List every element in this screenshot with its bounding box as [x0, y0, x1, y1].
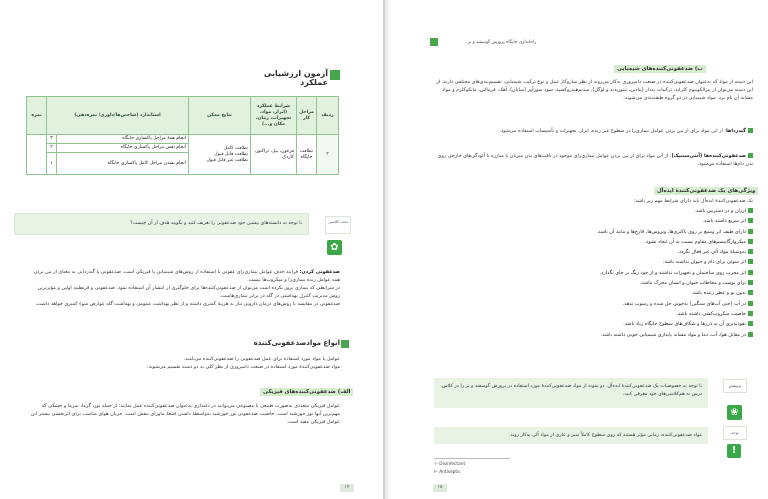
cell-results: [189, 135, 251, 175]
cell-standard-score: ۱: [47, 153, 57, 175]
list-item: [466, 216, 753, 226]
bullet-icon: [748, 153, 753, 158]
table-row: [27, 135, 339, 144]
antiseptics-term: ضدعفونی‌کننده‌ها (آنتی‌سپتیک): [671, 153, 746, 159]
footnote-divider: [434, 458, 510, 459]
header-results: نتایج ممکن: [189, 97, 251, 135]
list-item: [466, 278, 753, 288]
list-item: [466, 227, 753, 237]
header-conditions: شرایط عملکرد (ابزار، مواد، تجهیزات، زمان، مکان و...): [251, 97, 297, 135]
discussion-box: [14, 213, 309, 235]
footnote-1: ۱- Disinfectant: [434, 462, 466, 467]
section-square-icon: [341, 340, 349, 348]
feature-text: اثر مخرب روی ساختمان و تجهیزات نداشته و از خود رنگ بر جای نگذارد.: [599, 269, 746, 276]
section-intro: [30, 355, 340, 371]
research-box: [434, 378, 708, 408]
antiseptics-item: [435, 152, 753, 168]
discussion-question: با توجه به دانسته‌های پیشین خود ضدعفونی را تعریف کنید و بگویید هدف از آن چیست؟: [130, 221, 302, 226]
feature-text: ارزان و در دسترس باشد.: [694, 208, 746, 214]
cell-stage: نظافت جایگاه: [297, 135, 317, 175]
result-item: نظافت کامل: [223, 145, 248, 151]
page-number-left: ۱۴: [340, 484, 354, 492]
result-item: نظافت غیر قابل قبول: [206, 157, 248, 163]
header-standards: استاندارد (شاخص‌ها/داوری/ نمره‌دهی): [47, 97, 189, 135]
note-box: [434, 427, 708, 444]
header-stage: مراحل کار: [297, 97, 317, 135]
title-square-icon: [330, 70, 340, 80]
list-item: [466, 247, 753, 257]
bullet-icon: [748, 239, 753, 244]
discussion-icon: ✿: [327, 240, 342, 255]
features-title: ویژگی‌های یک ضدعفونی‌کنندهٔ ایده‌آل: [654, 187, 758, 195]
list-item: [466, 237, 753, 247]
cell-standard: انجام نقص مراحل پاکسازی جایگاه: [57, 144, 189, 153]
feature-text: میکروارگانیسم‌های مقاوم نسبت به آن ایجاد نشود.: [644, 238, 746, 245]
definition-paragraph: [30, 268, 340, 308]
evaluation-table: [26, 96, 339, 175]
list-item: [466, 299, 753, 309]
bullet-icon: [748, 321, 753, 326]
bullet-icon: [748, 280, 753, 285]
header-score: نمره: [27, 97, 47, 135]
list-item: [466, 257, 753, 267]
list-item: [466, 268, 753, 278]
feature-text: خاصیت میکروب‌کشی داشته باشد.: [676, 310, 746, 317]
note-text: مواد ضدعفونی‌کننده، زمانی مؤثر هستند که روی سطوح کاملاً تمیز و عاری از مواد آلی به‌کار روند.: [508, 433, 702, 438]
definition-line: ضدعفونی در مقایسه با روش‌های درمان دارویی نیاز به هزینهٔ کمتری داشته و از نظر بهداشت عمومی و بهداشت گله عوارض سوء کمتری خواهد داشت.: [35, 301, 340, 307]
physical-paragraph: عوامل فیزیکی متعددی به‌صورت طبیعی یا مصنوعی می‌توانند در دامداری به‌عنوان ضدعفونی‌کننده عمل نمایند؛ از جمله نور، گرما، سرما و خشکی که مهم‌ترین آنها نور خورشید است. خاصیت ضدعفونی نور خورشید به‌واسطهٔ داشتن اشعهٔ ماورای بنفش است. جریان هوای مناسب برای اثربخشی بیشتر این عوامل فیزیکی مفید است.: [30, 403, 340, 425]
definition-text: فرایند حذف عوامل بیماری‌زای عفونی با استفاده از روش‌های شیمیایی یا فیزیکی است. ضدعفونی یا گندزدایی به معنای از بین بردن همه عوامل زنده بیماری‌زا و میکروب‌ها نیست.: [33, 269, 340, 283]
definition-term: ضدعفونی کردن:: [299, 269, 340, 275]
bullet-icon: [748, 311, 753, 316]
feature-text: نفوذپذیری آن به درزها و شکاف‌های سطوح جایگاه زیاد باشد.: [623, 321, 746, 328]
bullet-icon: [748, 229, 753, 234]
table-header-row: [27, 97, 339, 135]
cell-standard-score: ۲: [47, 144, 57, 153]
page-number-right: ۱۵: [433, 484, 447, 492]
section-title: انواع موادضدعفونی‌کننده: [253, 339, 340, 347]
feature-text: برای پوست و مخاطات حیوان و انسان محرک نباشد.: [640, 280, 746, 287]
list-item: [466, 309, 753, 319]
cell-score: [27, 135, 47, 175]
feature-text: دارای طیف اثر وسیع بر روی باکتری‌ها، ویروس‌ها، قارچ‌ها و مانند آن باشد.: [596, 228, 746, 235]
exclamation-icon: !: [727, 444, 741, 458]
feature-text: بدون بو و عطر زننده باشد.: [691, 290, 746, 297]
disinfectants-text: : از این مواد برای از بین بردن عوامل بیماری‌زا در سطوح غیر زنده، ابزار، تجهیزات و تأسیسات استفاده می‌شود.: [499, 128, 727, 134]
chemical-paragraph: این دسته از مواد که به‌عنوان ضدعفونی‌کننده در صنعت دامپروری به‌کار می‌روند از نظر سازوکار عمل و نوع ترکیب شیمیایی، تقسیم‌بندی‌های مختلفی دارند. از این دسته می‌توان از بنزالکونیوم کلراید، ترکیبات یددار (بتادین، تنتوریدید و لوگل)، سدیم‌هیدروکسید، سود سوزآور (سایان)، آهک، فرمالین، مایکوکلرم و مواد مشابه آن نام برد. مواد شیمیایی در دو گروه طبقه‌بندی می‌شوند:: [436, 79, 753, 101]
list-item: [466, 330, 753, 340]
feature-text: اثر سوئی برای دام و حیوان نداشته باشد.: [662, 259, 746, 266]
header-index: ردیف: [317, 97, 339, 135]
subheading-physical: الف) ضدعفونی‌کننده‌های فیزیکی: [260, 388, 353, 396]
bullet-icon: [748, 301, 753, 306]
list-item: [466, 319, 753, 329]
header-square-icon: [430, 38, 438, 46]
research-icon: ❀: [727, 405, 742, 420]
disinfectants-term: گندزداها: [726, 128, 746, 134]
feature-text: در مقابل هوا، آب، دما و مواد مشابه پایداری شیمیایی خوبی داشته باشد.: [600, 331, 746, 338]
bullet-icon: [748, 290, 753, 295]
bullet-icon: [748, 218, 753, 223]
bullet-icon: [748, 270, 753, 275]
research-text: با توجه به خصوصیات یک ضدعفونی‌کنندهٔ ایده‌آل، دو نمونه از مواد ضدعفونی‌کنندهٔ مورد استفاده در پرورش گوسفند و بز را در کلاس درس به هم‌کلاسی‌های خود معرفی کنید.: [441, 384, 702, 397]
bullet-icon: [748, 128, 753, 133]
footnote-2: ۲- Antiseptic: [434, 470, 461, 475]
bullet-icon: [748, 259, 753, 264]
left-page-title: آزمون ارزشیابی عملکرد: [263, 69, 328, 87]
feature-text: به‌وسیلهٔ مواد آلی غیر فعال نگردد.: [677, 249, 746, 256]
bullet-icon: [748, 208, 753, 213]
section-text: عوامل یا مواد مورد استفاده برای عمل ضدعفونی را ضدعفونی‌کننده می‌نامند.: [183, 356, 340, 362]
cell-index: ۲: [317, 135, 339, 175]
bullet-icon: [748, 332, 753, 337]
cell-standard: انجام همهٔ مراحل پاکسازی جایگاه: [57, 135, 189, 144]
list-item: [466, 288, 753, 298]
features-list: [466, 206, 753, 340]
features-intro: یک ضدعفونی‌کنندهٔ ایده‌آل باید دارای شرایط مهم زیر باشد:: [633, 198, 753, 204]
feature-text: اثر سریع داشته باشد.: [702, 218, 746, 225]
running-header: راه‌اندازی جایگاه پرورش گوسفند و بز: [467, 40, 536, 45]
cell-conditions: فرغون، بیل، تراکتور، کاردک: [251, 135, 297, 175]
subheading-chemical: ب) ضدعفونی‌کننده‌های شیمیایی: [614, 65, 706, 73]
cell-standard-score: ۳: [47, 135, 57, 144]
result-item: نظافت قابل قبول: [214, 151, 248, 157]
feature-text: در آب (حتی آب‌های سنگین) به‌خوبی حل شده و رسوب ندهد.: [622, 300, 746, 307]
cell-standard: انجام نشدن مراحل کامل پاکسازی جایگاه: [57, 153, 189, 175]
antiseptics-text: : از این مواد برای از بین بردن عوامل بیماری‌زای موجود در بافت‌های بدن میزبان یا مبارزه با آلودگی‌های خارجی روی بدن دام‌ها استفاده می‌شود.: [437, 153, 753, 167]
discussion-tag: بحث کلاسی: [325, 216, 351, 234]
definition-line: در شرایطی که بیماری بروز نکرده است می‌توان از ضدعفونی‌کننده‌ها برای جلوگیری از انتشار آن استفاده نمود. ضدعفونی و قرنطینه اولین و مؤثرترین روش مدیریت کنترل بهداشتی در گله در برابر بیماری‌هاست.: [37, 285, 340, 299]
bullet-icon: [748, 249, 753, 254]
section-text: مواد ضدعفونی‌کنندهٔ مورد استفاده در صنعت دامپروری از نظر کلی به دو دسته تقسیم می‌شوند:: [146, 364, 340, 370]
note-tag: توجه: [723, 426, 747, 440]
research-tag: پژوهش: [723, 379, 747, 393]
disinfectants-item: [435, 127, 753, 135]
list-item: [466, 206, 753, 216]
